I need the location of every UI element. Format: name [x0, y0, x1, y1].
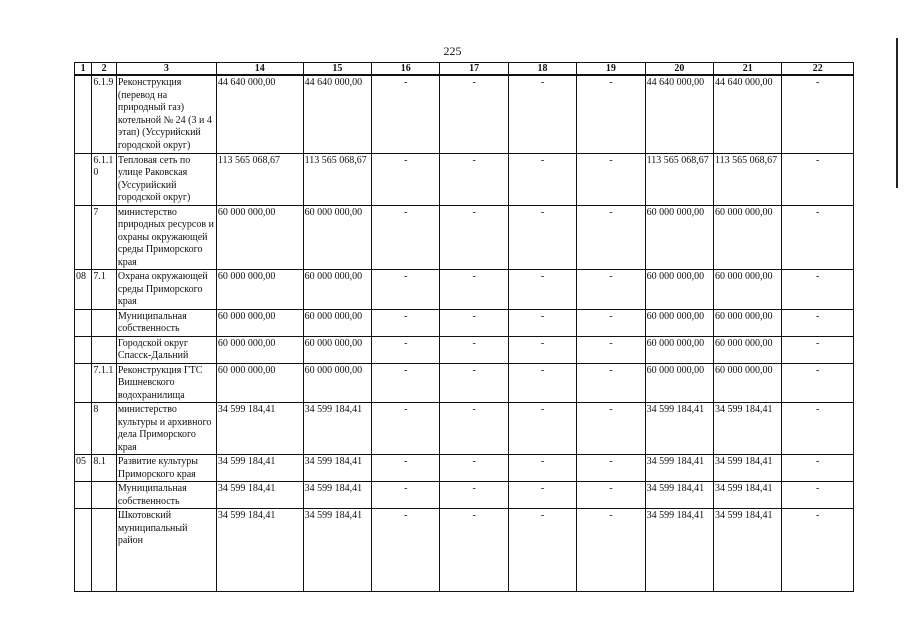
- row-name-cell: Охрана окружающей среды Приморского края: [116, 270, 216, 310]
- value-cell: -: [372, 309, 440, 336]
- value-cell: 60 000 000,00: [645, 309, 713, 336]
- value-cell: -: [372, 509, 440, 592]
- value-cell: 113 565 068,67: [645, 153, 713, 205]
- row-name-cell: Муниципальная собственность: [116, 309, 216, 336]
- value-cell: 34 599 184,41: [303, 455, 371, 482]
- column-header: 18: [508, 63, 576, 76]
- row-code-cell: [75, 482, 92, 509]
- value-cell: -: [440, 336, 508, 363]
- row-code-cell: [92, 336, 117, 363]
- value-cell: 34 599 184,41: [645, 455, 713, 482]
- value-cell: -: [782, 309, 854, 336]
- table-header-row: [75, 63, 854, 76]
- value-cell: 34 599 184,41: [714, 482, 782, 509]
- value-cell: 44 640 000,00: [645, 75, 713, 153]
- value-cell: 113 565 068,67: [714, 153, 782, 205]
- row-name-cell: Муниципальная собственность: [116, 482, 216, 509]
- value-cell: -: [782, 482, 854, 509]
- value-cell: -: [577, 509, 645, 592]
- value-cell: 34 599 184,41: [714, 403, 782, 455]
- row-code-cell: [92, 482, 117, 509]
- value-cell: -: [372, 75, 440, 153]
- column-header: 16: [372, 63, 440, 76]
- value-cell: -: [440, 403, 508, 455]
- value-cell: -: [577, 482, 645, 509]
- column-header: 21: [714, 63, 782, 76]
- value-cell: -: [782, 336, 854, 363]
- value-cell: 34 599 184,41: [216, 482, 303, 509]
- value-cell: 60 000 000,00: [303, 205, 371, 270]
- value-cell: -: [440, 270, 508, 310]
- value-cell: 34 599 184,41: [645, 403, 713, 455]
- value-cell: -: [577, 75, 645, 153]
- value-cell: -: [372, 455, 440, 482]
- row-name-cell: министерство природных ресурсов и охраны окружающей среды Приморского края: [116, 205, 216, 270]
- value-cell: 60 000 000,00: [216, 363, 303, 403]
- value-cell: 60 000 000,00: [714, 336, 782, 363]
- value-cell: 60 000 000,00: [216, 309, 303, 336]
- table-row: [75, 455, 854, 482]
- value-cell: -: [508, 509, 576, 592]
- value-cell: -: [577, 363, 645, 403]
- row-code-cell: [75, 153, 92, 205]
- value-cell: 60 000 000,00: [303, 363, 371, 403]
- row-code-cell: [75, 509, 92, 592]
- row-code-cell: 7.1.1: [92, 363, 117, 403]
- value-cell: 60 000 000,00: [645, 205, 713, 270]
- table-row: [75, 509, 854, 592]
- row-code-cell: [92, 309, 117, 336]
- value-cell: -: [508, 205, 576, 270]
- column-header: 2: [92, 63, 117, 76]
- row-code-cell: 6.1.9: [92, 75, 117, 153]
- value-cell: 34 599 184,41: [216, 403, 303, 455]
- column-header: 20: [645, 63, 713, 76]
- row-code-cell: 05: [75, 455, 92, 482]
- row-code-cell: 8.1: [92, 455, 117, 482]
- value-cell: -: [508, 363, 576, 403]
- value-cell: -: [440, 482, 508, 509]
- row-code-cell: [75, 363, 92, 403]
- value-cell: -: [440, 363, 508, 403]
- column-header: 14: [216, 63, 303, 76]
- row-code-cell: 08: [75, 270, 92, 310]
- value-cell: 60 000 000,00: [714, 205, 782, 270]
- value-cell: -: [440, 75, 508, 153]
- value-cell: -: [508, 336, 576, 363]
- value-cell: -: [508, 482, 576, 509]
- row-code-cell: 7.1: [92, 270, 117, 310]
- column-header: 17: [440, 63, 508, 76]
- value-cell: 60 000 000,00: [216, 205, 303, 270]
- value-cell: -: [782, 403, 854, 455]
- table-row: [75, 482, 854, 509]
- value-cell: -: [577, 205, 645, 270]
- value-cell: -: [782, 270, 854, 310]
- value-cell: 34 599 184,41: [645, 482, 713, 509]
- value-cell: -: [372, 482, 440, 509]
- row-name-cell: Городской округ Спасск-Дальний: [116, 336, 216, 363]
- value-cell: 34 599 184,41: [216, 509, 303, 592]
- row-name-cell: Развитие культуры Приморского края: [116, 455, 216, 482]
- table-row: [75, 270, 854, 310]
- budget-table: [74, 62, 854, 592]
- row-code-cell: [75, 205, 92, 270]
- row-name-cell: Реконструкция (перевод на природный газ) котельной № 24 (3 и 4 этап) (Уссурийский городской округ): [116, 75, 216, 153]
- scan-edge-mark: [896, 38, 898, 188]
- table-row: [75, 336, 854, 363]
- value-cell: -: [577, 336, 645, 363]
- column-header: 19: [577, 63, 645, 76]
- row-code-cell: 6.1.10: [92, 153, 117, 205]
- row-code-cell: [75, 336, 92, 363]
- value-cell: -: [508, 153, 576, 205]
- row-name-cell: Тепловая сеть по улице Раковская (Уссурийский городской округ): [116, 153, 216, 205]
- value-cell: -: [440, 205, 508, 270]
- value-cell: 34 599 184,41: [645, 509, 713, 592]
- value-cell: -: [577, 270, 645, 310]
- page-number: 225: [443, 44, 462, 58]
- row-code-cell: [75, 403, 92, 455]
- value-cell: 60 000 000,00: [303, 270, 371, 310]
- row-name-cell: Реконструкция ГТС Вишневского водохранилища: [116, 363, 216, 403]
- value-cell: 60 000 000,00: [216, 270, 303, 310]
- value-cell: 44 640 000,00: [216, 75, 303, 153]
- row-code-cell: 8: [92, 403, 117, 455]
- value-cell: 34 599 184,41: [303, 403, 371, 455]
- value-cell: -: [440, 309, 508, 336]
- table-row: [75, 153, 854, 205]
- column-header: 22: [782, 63, 854, 76]
- value-cell: -: [508, 455, 576, 482]
- value-cell: 60 000 000,00: [645, 336, 713, 363]
- value-cell: -: [372, 336, 440, 363]
- value-cell: -: [372, 270, 440, 310]
- value-cell: 60 000 000,00: [645, 270, 713, 310]
- value-cell: -: [372, 153, 440, 205]
- value-cell: 60 000 000,00: [303, 336, 371, 363]
- value-cell: -: [577, 403, 645, 455]
- table-row: [75, 75, 854, 153]
- value-cell: -: [508, 309, 576, 336]
- value-cell: -: [782, 455, 854, 482]
- row-name-cell: министерство культуры и архивного дела Приморского края: [116, 403, 216, 455]
- value-cell: -: [782, 75, 854, 153]
- value-cell: -: [782, 363, 854, 403]
- value-cell: -: [577, 153, 645, 205]
- value-cell: 60 000 000,00: [645, 363, 713, 403]
- table-row: [75, 309, 854, 336]
- column-header: 1: [75, 63, 92, 76]
- value-cell: 34 599 184,41: [303, 509, 371, 592]
- value-cell: 34 599 184,41: [714, 455, 782, 482]
- value-cell: 44 640 000,00: [714, 75, 782, 153]
- row-code-cell: [92, 509, 117, 592]
- value-cell: -: [508, 403, 576, 455]
- value-cell: 60 000 000,00: [216, 336, 303, 363]
- value-cell: 34 599 184,41: [303, 482, 371, 509]
- value-cell: 113 565 068,67: [303, 153, 371, 205]
- value-cell: -: [440, 455, 508, 482]
- value-cell: 60 000 000,00: [303, 309, 371, 336]
- value-cell: 60 000 000,00: [714, 363, 782, 403]
- value-cell: -: [577, 309, 645, 336]
- value-cell: 34 599 184,41: [714, 509, 782, 592]
- value-cell: -: [508, 270, 576, 310]
- value-cell: 113 565 068,67: [216, 153, 303, 205]
- value-cell: 44 640 000,00: [303, 75, 371, 153]
- table-row: [75, 205, 854, 270]
- value-cell: -: [782, 153, 854, 205]
- value-cell: 34 599 184,41: [216, 455, 303, 482]
- table-row: [75, 363, 854, 403]
- value-cell: -: [782, 205, 854, 270]
- value-cell: -: [577, 455, 645, 482]
- row-code-cell: 7: [92, 205, 117, 270]
- row-code-cell: [75, 309, 92, 336]
- row-name-cell: Шкотовский муниципальный район: [116, 509, 216, 592]
- value-cell: -: [782, 509, 854, 592]
- value-cell: -: [508, 75, 576, 153]
- value-cell: -: [440, 153, 508, 205]
- row-code-cell: [75, 75, 92, 153]
- value-cell: -: [372, 403, 440, 455]
- value-cell: -: [440, 509, 508, 592]
- value-cell: 60 000 000,00: [714, 309, 782, 336]
- column-header: 15: [303, 63, 371, 76]
- column-header: 3: [116, 63, 216, 76]
- value-cell: -: [372, 363, 440, 403]
- table-row: [75, 403, 854, 455]
- value-cell: 60 000 000,00: [714, 270, 782, 310]
- value-cell: -: [372, 205, 440, 270]
